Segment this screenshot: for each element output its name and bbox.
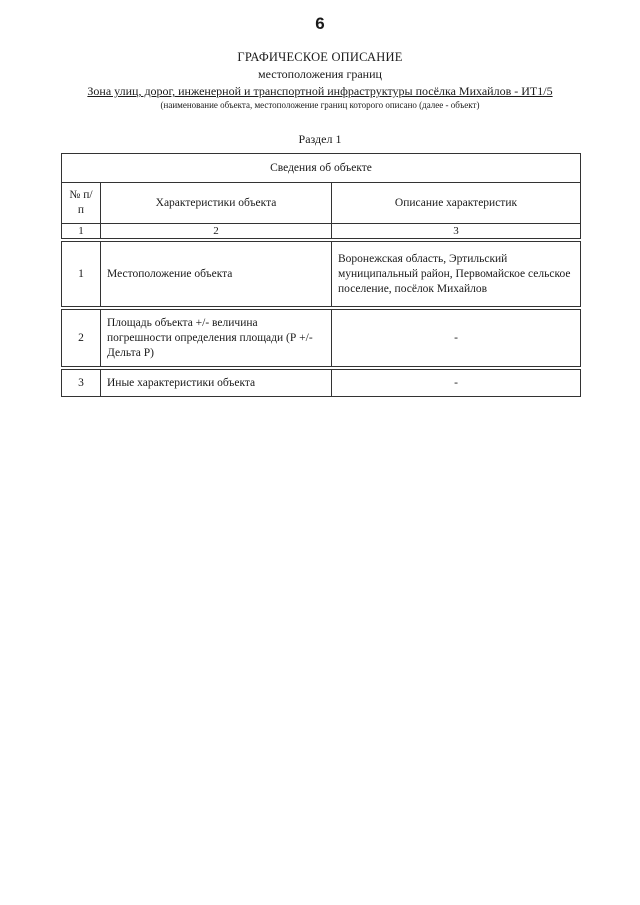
- table-header-row: [62, 183, 581, 224]
- row-description: Воронежская область, Эртильский муниципальный район, Первомайское сельское поселение, посёлок Михайлов: [332, 242, 581, 307]
- table-row: [62, 310, 581, 367]
- row-description: -: [332, 370, 581, 397]
- table-row: [62, 242, 581, 307]
- column-index: 1: [62, 224, 101, 239]
- column-header-description: Описание характеристик: [332, 183, 581, 224]
- column-index-row: [62, 224, 581, 239]
- table-caption: Сведения об объекте: [62, 154, 581, 183]
- table-row: [62, 370, 581, 397]
- row-characteristic: Площадь объекта +/- величина погрешности определения площади (Р +/- Дельта Р): [101, 310, 332, 367]
- object-info-table: [61, 153, 581, 397]
- row-characteristic: Иные характеристики объекта: [101, 370, 332, 397]
- section-title: Раздел 1: [298, 132, 342, 146]
- document-title: ГРАФИЧЕСКОЕ ОПИСАНИЕ: [237, 50, 403, 64]
- row-number: 3: [62, 370, 101, 397]
- object-name-caption: (наименование объекта, местоположение границ которого описано (далее - объект): [160, 100, 480, 110]
- object-name-line: [0, 84, 640, 99]
- page-number: 6: [315, 14, 325, 33]
- row-number: 1: [62, 242, 101, 307]
- row-characteristic: Местоположение объекта: [101, 242, 332, 307]
- row-number: 2: [62, 310, 101, 367]
- document-subtitle: местоположения границ: [258, 67, 382, 81]
- row-description: -: [332, 310, 581, 367]
- column-header-characteristic: Характеристики объекта: [101, 183, 332, 224]
- column-index: 2: [101, 224, 332, 239]
- table-caption-row: [62, 154, 581, 183]
- column-index: 3: [332, 224, 581, 239]
- object-name: Зона улиц, дорог, инженерной и транспортной инфраструктуры посёлка Михайлов - ИТ1/5: [87, 84, 553, 98]
- column-header-num: № п/п: [62, 183, 101, 224]
